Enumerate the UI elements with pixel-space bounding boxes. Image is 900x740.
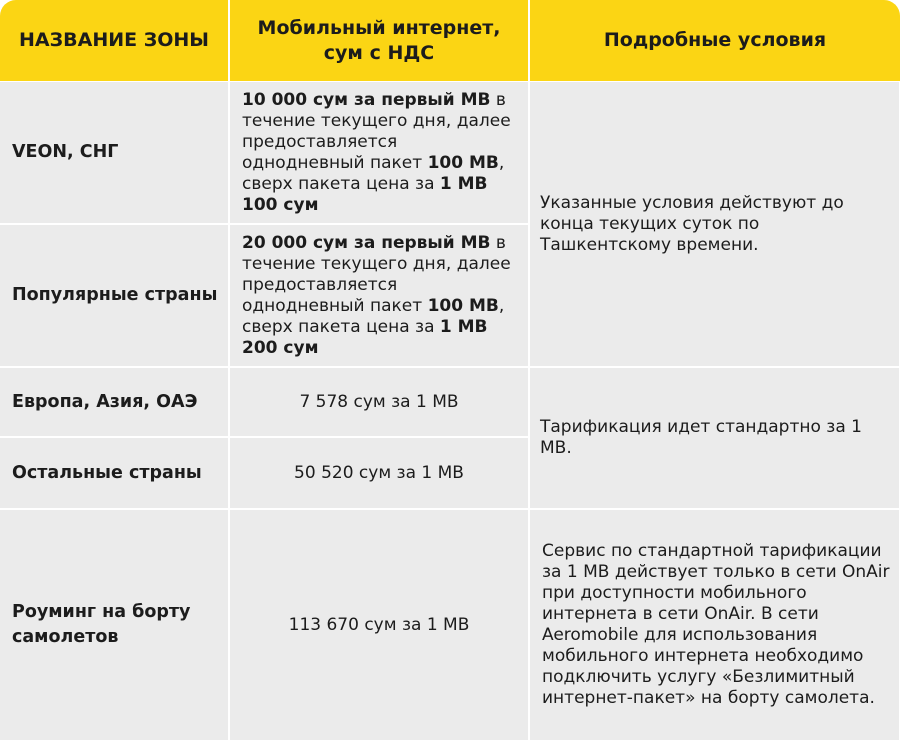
- price-first-mb: 10 000 сум за первый МВ: [242, 89, 491, 110]
- conditions-cell: [530, 82, 900, 368]
- internet-price-cell: [230, 510, 530, 740]
- zone-cell: [0, 82, 230, 225]
- zone-cell: [0, 368, 230, 438]
- price-text-part: , сверх пакета цена за: [242, 295, 505, 337]
- conditions-cell: [530, 510, 900, 740]
- zone-name: Остальные страны: [12, 462, 202, 483]
- header-zone: [0, 0, 230, 82]
- conditions-text: Указанные условия действуют до конца текущих суток по Ташкентскому времени.: [540, 192, 844, 255]
- zone-name: Роуминг на борту самолетов: [12, 602, 191, 647]
- header-zone-label: НАЗВАНИЕ ЗОНЫ: [19, 29, 209, 51]
- price-text-part: в течение текущего дня, далее предоставляется однодневный пакет: [242, 89, 511, 173]
- zone-cell: [0, 225, 230, 368]
- internet-price-text: [242, 90, 522, 216]
- internet-price-cell: [230, 438, 530, 510]
- internet-price-cell: [230, 225, 530, 368]
- zone-name: VEON, СНГ: [12, 142, 119, 162]
- price-text-part: , сверх пакета цена за: [242, 152, 505, 194]
- internet-price-text: 50 520 сум за 1 МВ: [294, 462, 464, 483]
- conditions-text: Тарификация идет стандартно за 1 МВ.: [540, 417, 862, 458]
- header-internet: [230, 0, 530, 82]
- zone-name: Популярные страны: [12, 285, 218, 305]
- price-first-mb: 20 000 сум за первый МВ: [242, 232, 491, 253]
- conditions-cell: [530, 368, 900, 510]
- package-size: 100 МВ: [427, 295, 499, 316]
- internet-price-cell: [230, 368, 530, 438]
- zone-cell: [0, 510, 230, 740]
- conditions-text: Сервис по стандартной тарификации за 1 МВ действует только в сети OnAir при доступности мобильного интернета в сети OnAir. В сети Aeromobile для использования мобильного интернета необходимо подключить услугу «Безлимитный интернет-пакет» на борту самолета.: [542, 541, 890, 708]
- header-conditions-label: Подробные условия: [603, 29, 827, 51]
- internet-price-text: 7 578 сум за 1 МВ: [299, 391, 459, 412]
- over-package-price: 1 МВ 200 сум: [242, 316, 488, 358]
- internet-price-cell: [230, 82, 530, 225]
- zone-cell: [0, 438, 230, 510]
- header-internet-label: Мобильный интернет, сум с НДС: [257, 16, 501, 64]
- internet-price-text: 113 670 сум за 1 МВ: [288, 614, 470, 635]
- zone-name: Европа, Азия, ОАЭ: [12, 391, 198, 412]
- over-package-price: 1 МВ 100 сум: [242, 173, 488, 215]
- internet-price-text: [242, 233, 522, 359]
- price-text-part: в течение текущего дня, далее предоставляется однодневный пакет: [242, 232, 511, 316]
- header-conditions: [530, 0, 900, 82]
- package-size: 100 МВ: [427, 152, 499, 173]
